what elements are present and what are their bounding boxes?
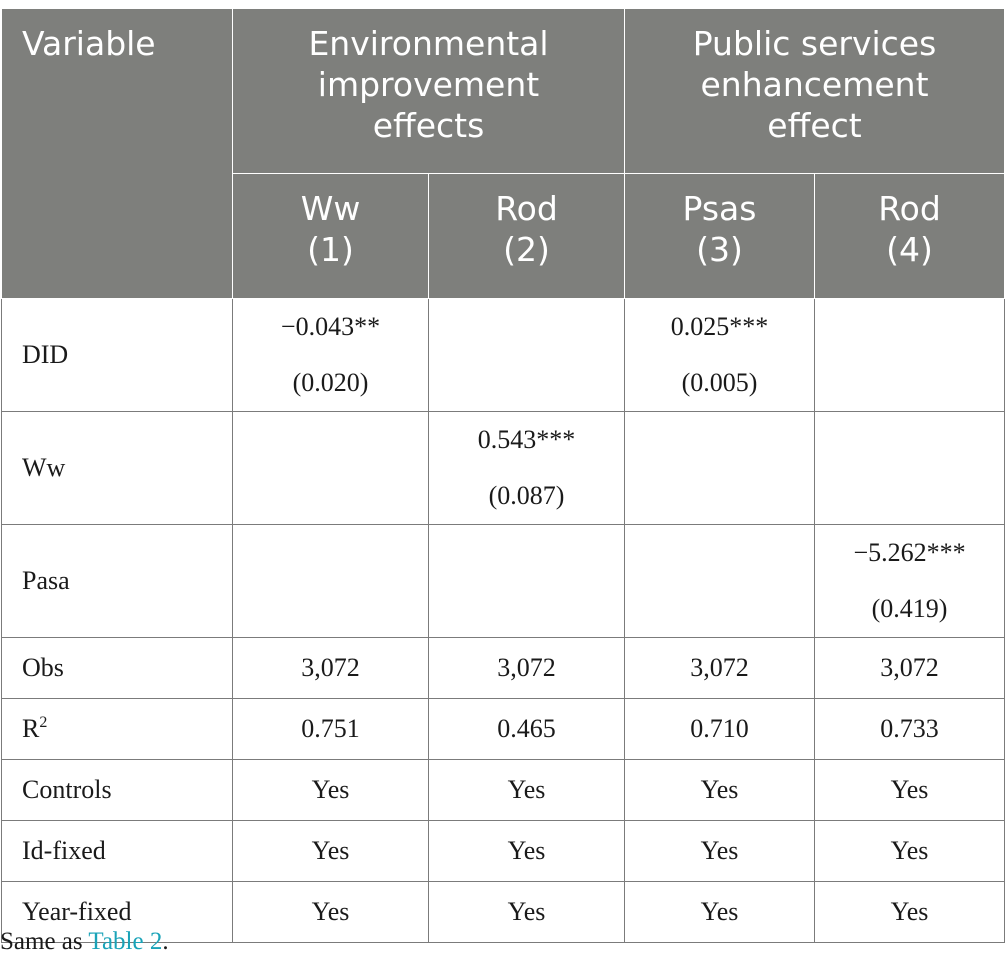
row-label: Year-fixed bbox=[2, 882, 233, 943]
table-2-link[interactable]: Table 2 bbox=[88, 928, 163, 955]
standard-error: (0.087) bbox=[488, 481, 565, 510]
standard-error: (0.419) bbox=[871, 594, 948, 623]
column-header-2 bbox=[429, 174, 625, 299]
table-cell: 3,072 bbox=[233, 638, 429, 699]
table-cell: Yes bbox=[429, 882, 625, 943]
footnote-suffix: . bbox=[162, 928, 169, 955]
table-cell: 0.751 bbox=[233, 699, 429, 760]
row-label bbox=[2, 699, 233, 760]
table-cell: Yes bbox=[815, 882, 1005, 943]
table-cell bbox=[815, 525, 1005, 638]
table-cell bbox=[429, 525, 625, 638]
table-cell: 3,072 bbox=[625, 638, 815, 699]
table-cell bbox=[429, 412, 625, 525]
row-label: DID bbox=[2, 299, 233, 412]
table-cell: 0.710 bbox=[625, 699, 815, 760]
column-header-1 bbox=[233, 174, 429, 299]
column-number: (2) bbox=[503, 230, 550, 269]
table-row-r2 bbox=[2, 699, 1005, 760]
table-row-controls bbox=[2, 760, 1005, 821]
table-cell: Yes bbox=[625, 760, 815, 821]
coefficient: −0.043** bbox=[280, 312, 381, 341]
row-label: Controls bbox=[2, 760, 233, 821]
table-cell: Yes bbox=[815, 821, 1005, 882]
column-name: Ww bbox=[300, 189, 361, 228]
table-cell: Yes bbox=[429, 821, 625, 882]
header-row-groups bbox=[2, 9, 1005, 174]
table-cell: Yes bbox=[233, 882, 429, 943]
column-name: Rod bbox=[495, 189, 558, 228]
column-number: (3) bbox=[696, 230, 743, 269]
table-row-obs bbox=[2, 638, 1005, 699]
column-name: Psas bbox=[682, 189, 757, 228]
table-cell bbox=[233, 299, 429, 412]
table-cell: Yes bbox=[233, 821, 429, 882]
regression-table bbox=[1, 8, 1005, 943]
row-label: Obs bbox=[2, 638, 233, 699]
table-cell bbox=[233, 412, 429, 525]
table-cell bbox=[233, 525, 429, 638]
table-row-did bbox=[2, 299, 1005, 412]
table-cell: Yes bbox=[815, 760, 1005, 821]
table-cell: 0.733 bbox=[815, 699, 1005, 760]
table-row-pasa bbox=[2, 525, 1005, 638]
table-cell bbox=[625, 525, 815, 638]
coefficient: −5.262*** bbox=[853, 538, 966, 567]
table-cell bbox=[815, 412, 1005, 525]
table-cell bbox=[429, 299, 625, 412]
column-number: (4) bbox=[886, 230, 933, 269]
table-cell: 3,072 bbox=[815, 638, 1005, 699]
standard-error: (0.005) bbox=[681, 368, 758, 397]
table-cell: Yes bbox=[429, 760, 625, 821]
column-name: Rod bbox=[878, 189, 941, 228]
table-cell: Yes bbox=[625, 821, 815, 882]
table-cell: 3,072 bbox=[429, 638, 625, 699]
table-cell bbox=[625, 412, 815, 525]
table-footnote bbox=[0, 928, 169, 956]
coefficient: 0.543*** bbox=[477, 425, 576, 454]
column-number: (1) bbox=[307, 230, 354, 269]
row-label: Id-fixed bbox=[2, 821, 233, 882]
coefficient: 0.025*** bbox=[670, 312, 769, 341]
table-cell: 0.465 bbox=[429, 699, 625, 760]
table-cell: Yes bbox=[233, 760, 429, 821]
table-row-ww bbox=[2, 412, 1005, 525]
row-label: Pasa bbox=[2, 525, 233, 638]
footnote-prefix: Same as bbox=[0, 928, 89, 955]
row-label-text: R bbox=[22, 714, 40, 743]
superscript: 2 bbox=[39, 714, 48, 731]
row-label: Ww bbox=[2, 412, 233, 525]
group-header-environmental: Environmental improvement effects bbox=[233, 9, 625, 174]
table-row-id-fixed bbox=[2, 821, 1005, 882]
variable-header: Variable bbox=[2, 9, 233, 299]
table-cell bbox=[625, 299, 815, 412]
group-header-public-services: Public services enhancement effect bbox=[625, 9, 1005, 174]
column-header-4 bbox=[815, 174, 1005, 299]
table-cell bbox=[815, 299, 1005, 412]
standard-error: (0.020) bbox=[292, 368, 369, 397]
column-header-3 bbox=[625, 174, 815, 299]
table-cell: Yes bbox=[625, 882, 815, 943]
